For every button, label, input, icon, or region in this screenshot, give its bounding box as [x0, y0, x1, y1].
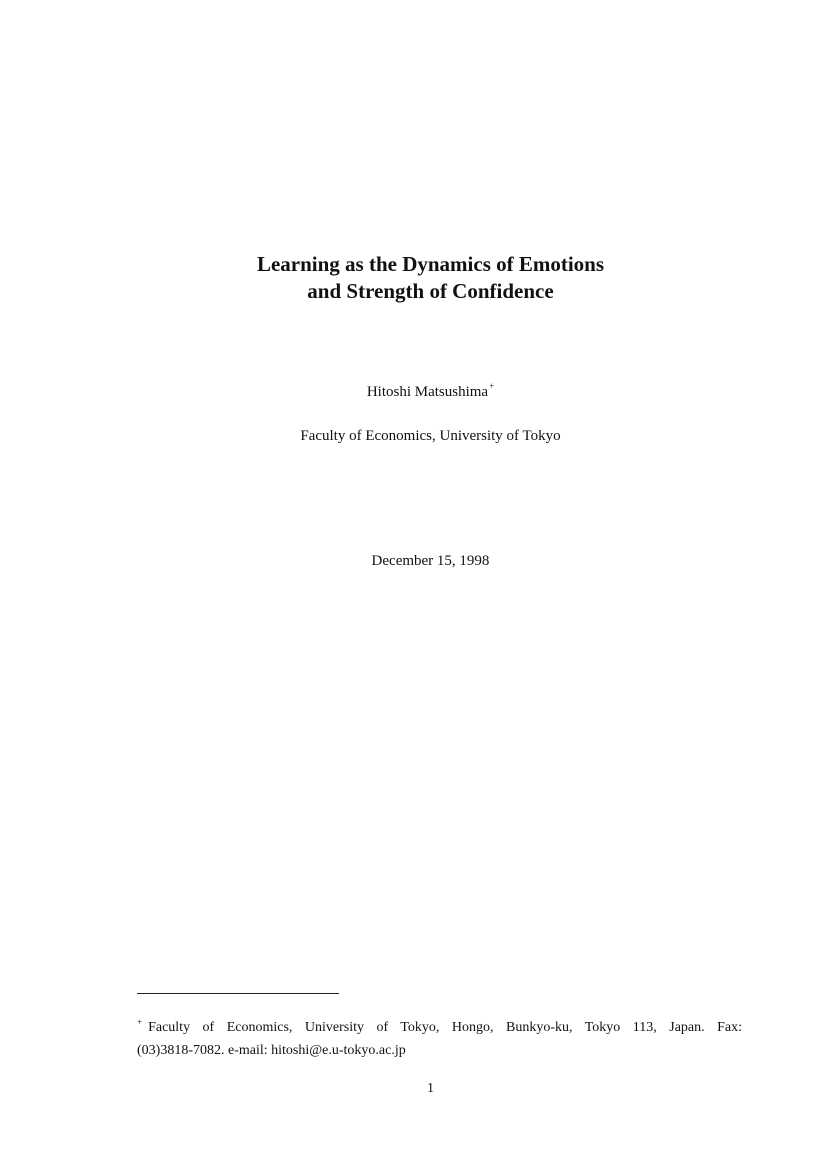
footnote-line-2: (03)3818-7082. e-mail: hitoshi@e.u-tokyo.ac.jp — [137, 1043, 406, 1058]
paper-title-line-2: and Strength of Confidence — [307, 279, 554, 303]
page-number: 1 — [427, 1081, 434, 1096]
affiliation: Faculty of Economics, University of Tokyo — [300, 428, 561, 444]
author-name: Hitoshi Matsushima — [366, 384, 489, 400]
footnote-marker: + — [137, 1017, 143, 1027]
footnote-divider — [137, 993, 339, 994]
footnote-text-1: Faculty of Economics, University of Tokyo, Hongo, Bunkyo-ku, Tokyo 113, Japan. Fax: — [148, 1020, 742, 1035]
publication-date: December 15, 1998 — [371, 553, 490, 569]
author — [17, 381, 827, 401]
paper-title-line-1: Learning as the Dynamics of Emotions — [256, 252, 605, 276]
author-footnote-marker: + — [489, 381, 495, 391]
footnote-line-1 — [137, 1011, 742, 1039]
footnote — [137, 1011, 742, 1062]
